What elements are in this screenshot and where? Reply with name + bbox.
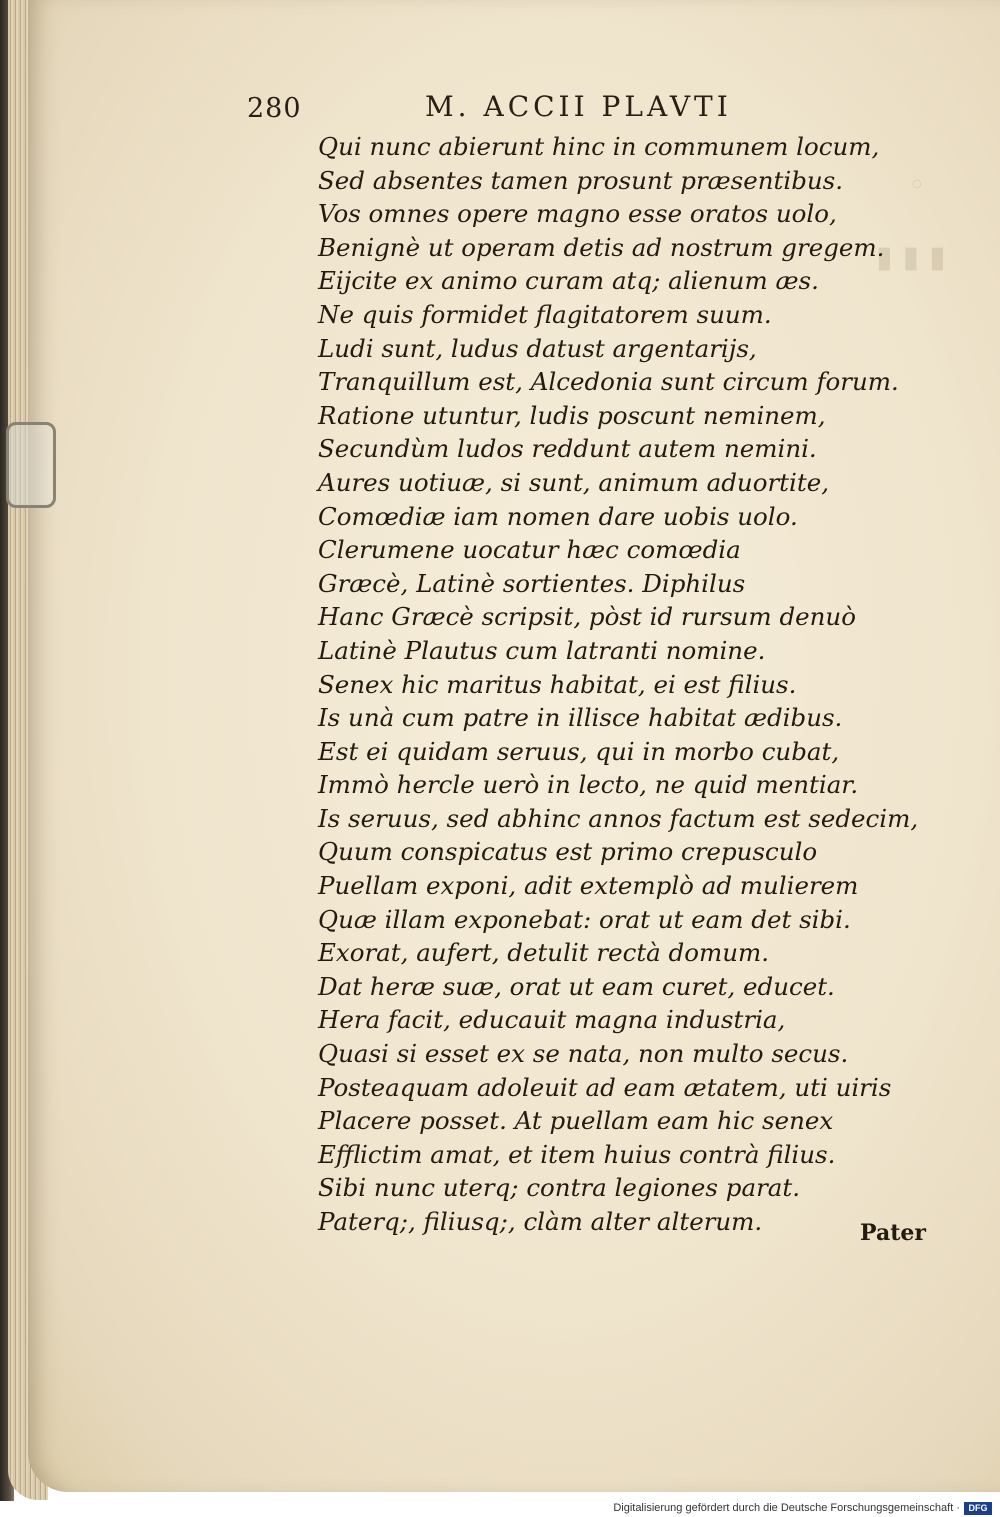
verse-line: Vos omnes opere magno esse oratos uolo, <box>318 199 837 229</box>
verse-line: Ratione utuntur, ludis poscunt neminem, <box>318 400 826 430</box>
verse-line: Comœdiæ iam nomen dare uobis uolo. <box>318 501 798 531</box>
verse-line: Benignè ut operam detis ad nostrum gregem. <box>318 232 885 262</box>
verse-line: Is unà cum patre in illisce habitat ædibus. <box>318 703 843 733</box>
verse-line: Senex hic maritus habitat, ei est filius. <box>318 669 797 699</box>
page-number: 280 <box>247 93 302 124</box>
verse-line: Immò hercle uerò in lecto, ne quid mentiar. <box>318 770 859 800</box>
verse-line: Clerumene uocatur hæc comœdia <box>318 535 741 565</box>
verse-line: Quum conspicatus est primo crepusculo <box>318 837 818 867</box>
verse-line: Hera facit, educauit magna industria, <box>318 1005 786 1035</box>
verse-line: Ne quis formidet flagitatorem suum. <box>318 299 772 329</box>
verse-text <box>318 130 918 1239</box>
bleed-through-text: ▮▮▮ <box>876 240 956 275</box>
verse-line: Qui nunc abierunt hinc in communem locum, <box>318 132 880 161</box>
verse-line: Posteaquam adoleuit ad eam ætatem, uti uiris <box>318 1072 892 1102</box>
verse-line: Græcè, Latinè sortientes. Diphilus <box>318 568 746 598</box>
verse-line: Sed absentes tamen prosunt præsentibus. <box>318 165 844 195</box>
funding-credit: Digitalisierung gefördert durch die Deutsche Forschungsgemeinschaft · <box>613 1502 960 1514</box>
verse-line: Quasi si esset ex se nata, non multo secus. <box>318 1039 849 1069</box>
verse-line: Tranquillum est, Alcedonia sunt circum forum. <box>318 367 899 397</box>
verse-line: Eijcite ex animo curam atq; alienum æs. <box>318 266 819 296</box>
catchword: Pater <box>860 1220 926 1246</box>
verse-line: Quæ illam exponebat: orat ut eam det sibi. <box>318 904 851 934</box>
verse-line: Puellam exponi, adit extemplò ad mulierem <box>318 871 859 901</box>
verse-line: Sibi nunc uterq; contra legiones parat. <box>318 1173 801 1203</box>
bleed-through-mark: ◦ <box>908 168 936 203</box>
verse-line: Est ei quidam seruus, qui in morbo cubat, <box>318 736 840 766</box>
verse-line: Aures uotiuæ, si sunt, animum aduortite, <box>318 467 829 497</box>
verse-line: Is seruus, sed abhinc annos factum est sedecim, <box>318 803 919 833</box>
verse-line: Secundùm ludos reddunt autem nemini. <box>318 434 817 464</box>
verse-line: Placere posset. At puellam eam hic senex <box>318 1106 834 1136</box>
book-clasp <box>6 422 56 508</box>
verse-line: Latinè Plautus cum latranti nomine. <box>318 635 766 665</box>
running-head: M. ACCII PLAVTI <box>425 90 732 123</box>
verse-line: Exorat, aufert, detulit rectà domum. <box>318 938 770 968</box>
verse-line: Efflictim amat, et item huius contrà filius. <box>318 1139 836 1169</box>
verse-line: Hanc Græcè scripsit, pòst id rursum denuò <box>318 602 856 632</box>
dfg-logo-icon: DFG <box>964 1502 992 1515</box>
verse-line: Dat heræ suæ, orat ut eam curet, educet. <box>318 971 835 1001</box>
verse-line: Paterq;, filiusq;, clàm alter alterum. <box>318 1207 763 1236</box>
verse-line: Ludi sunt, ludus datust argentarijs, <box>318 333 757 363</box>
